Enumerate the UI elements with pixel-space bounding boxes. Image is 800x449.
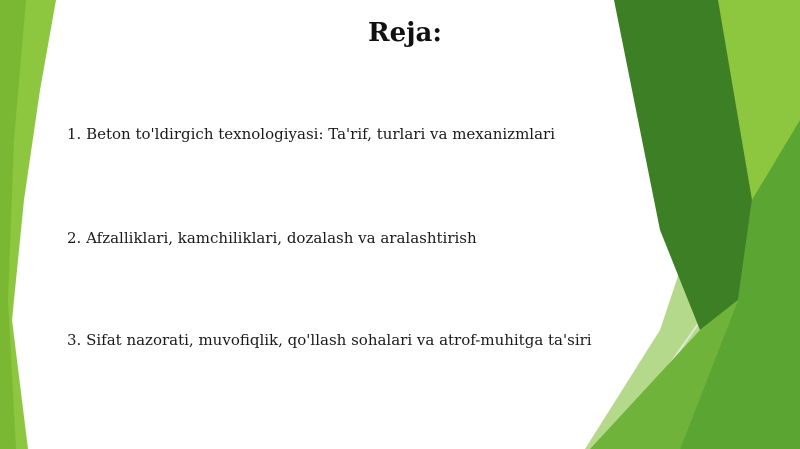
agenda-item-3: 3. Sifat nazorati, muvofiqlik, qo'llash sohalari va atrof-muhitga ta'siri	[67, 331, 592, 349]
agenda-item-1: 1. Beton to'ldirgich texnologiyasi: Ta'rif, turlari va mexanizmlari	[67, 125, 556, 143]
agenda-item-2: 2. Afzalliklari, kamchiliklari, dozalash va aralashtirish	[67, 229, 477, 247]
slide-title: Reja:	[367, 18, 442, 48]
